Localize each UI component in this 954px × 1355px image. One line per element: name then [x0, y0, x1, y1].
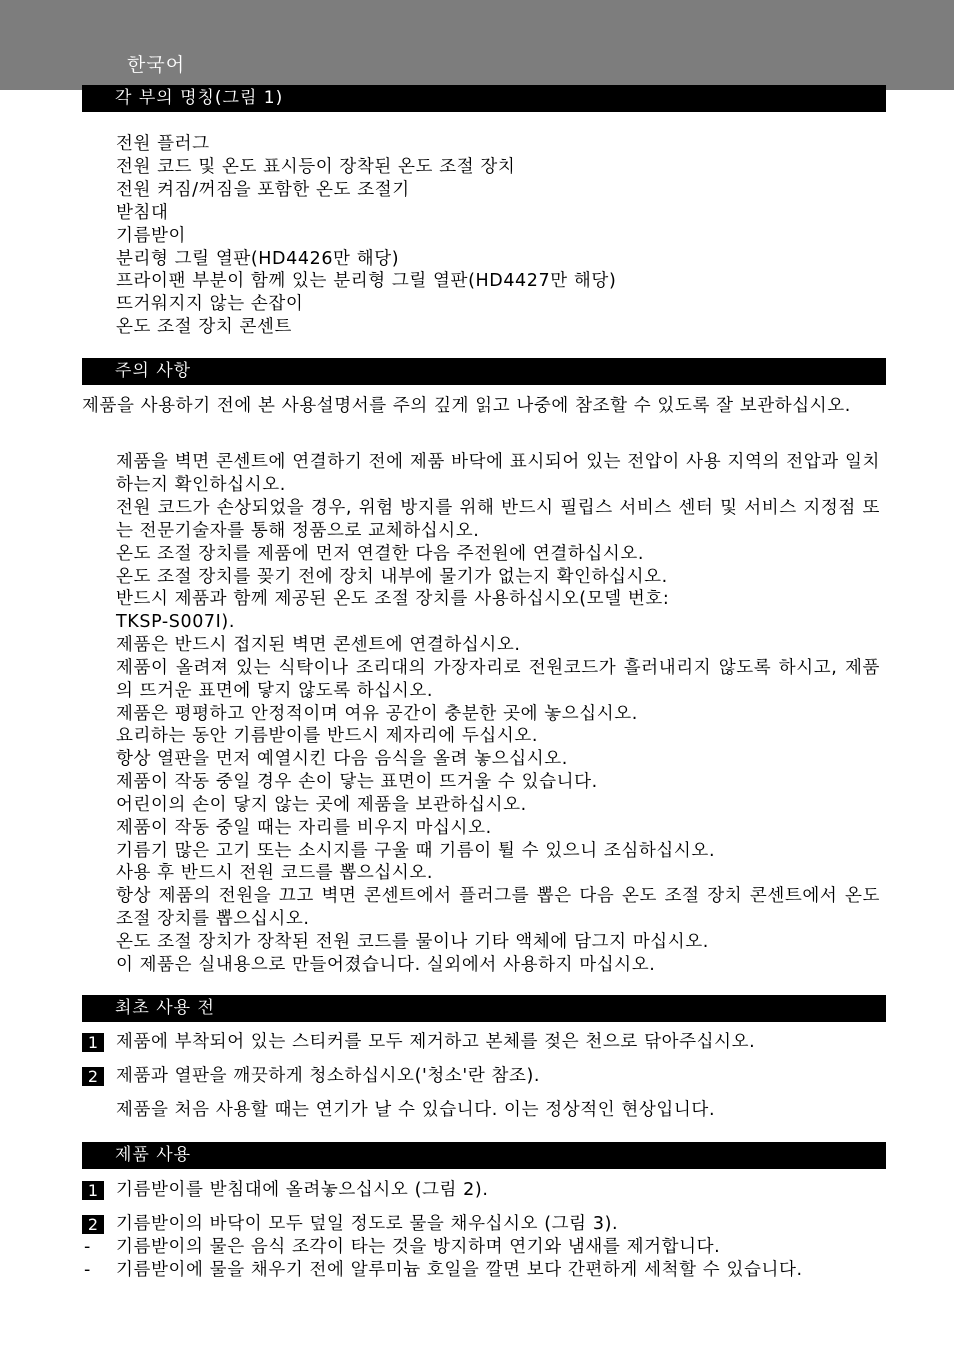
caution-item: 온도 조절 장치를 꽂기 전에 장치 내부에 물기가 없는지 확인하십시오.: [116, 567, 668, 587]
bullet-text: 기름받이의 물은 음식 조각이 타는 것을 방지하며 연기와 냄새를 제거합니다.: [116, 1237, 721, 1257]
step-text: 제품에 부착되어 있는 스티커를 모두 제거하고 본체를 젖은 천으로 닦아주십시오.: [116, 1032, 756, 1052]
step-number: 2: [82, 1067, 104, 1086]
caution-item: 항상 제품의 전원을 끄고 벽면 콘센트에서 플러그를 뽑은 다음 온도 조절 장치 콘센트에서 온도 조절 장치를 뽑으십시오.: [116, 886, 880, 929]
bullet-text: 기름받이에 물을 채우기 전에 알루미늄 호일을 깔면 보다 간편하게 세척할 수 있습니다.: [116, 1260, 803, 1280]
caution-item: 이 제품은 실내용으로 만들어졌습니다. 실외에서 사용하지 마십시오.: [116, 955, 656, 975]
section-header-before-first-use: 최초 사용 전: [82, 995, 886, 1022]
parts-item: 뜨거워지지 않는 손잡이: [116, 294, 304, 314]
caution-item: 반드시 제품과 함께 제공된 온도 조절 장치를 사용하십시오(모델 번호:: [116, 589, 670, 609]
caution-intro: 제품을 사용하기 전에 본 사용설명서를 주의 깊게 읽고 나중에 참조할 수 있도록 잘 보관하십시오.: [82, 396, 851, 416]
section-header-parts: 각 부의 명칭(그림 1): [82, 85, 886, 112]
bullet-marker: -: [84, 1237, 91, 1257]
caution-item-model: TKSP-S007I).: [116, 612, 236, 632]
caution-item: 어린이의 손이 닿지 않는 곳에 제품을 보관하십시오.: [116, 795, 527, 815]
caution-item: 제품이 작동 중일 때는 자리를 비우지 마십시오.: [116, 818, 492, 838]
caution-item: 온도 조절 장치가 장착된 전원 코드를 물이나 기타 액체에 담그지 마십시오.: [116, 932, 709, 952]
step-text: 기름받이를 받침대에 올려놓으십시오 (그림 2).: [116, 1180, 489, 1200]
parts-item: 받침대: [116, 203, 169, 223]
bullet-marker: -: [84, 1260, 91, 1280]
step-text: 제품과 열판을 깨끗하게 청소하십시오('청소'란 참조).: [116, 1066, 541, 1086]
caution-item: 항상 열판을 먼저 예열시킨 다음 음식을 올려 놓으십시오.: [116, 749, 568, 769]
parts-item: 전원 코드 및 온도 표시등이 장착된 온도 조절 장치: [116, 157, 516, 177]
caution-item: 사용 후 반드시 전원 코드를 뽑으십시오.: [116, 863, 434, 883]
first-use-note: 제품을 처음 사용할 때는 연기가 날 수 있습니다. 이는 정상적인 현상입니다.: [116, 1100, 716, 1120]
caution-item: 제품을 벽면 콘센트에 연결하기 전에 제품 바닥에 표시되어 있는 전압이 사용 지역의 전압과 일치하는지 확인하십시오.: [116, 452, 880, 495]
header-band: [0, 0, 954, 90]
caution-item: 온도 조절 장치를 제품에 먼저 연결한 다음 주전원에 연결하십시오.: [116, 544, 645, 564]
parts-item: 전원 켜짐/꺼짐을 포함한 온도 조절기: [116, 180, 410, 200]
caution-item: 제품이 올려져 있는 식탁이나 조리대의 가장자리로 전원코드가 흘러내리지 않도록 하시고, 제품의 뜨거운 표면에 닿지 않도록 하십시오.: [116, 658, 880, 701]
section-header-using: 제품 사용: [82, 1142, 886, 1169]
caution-item: 제품이 작동 중일 경우 손이 닿는 표면이 뜨거울 수 있습니다.: [116, 772, 598, 792]
caution-item: 제품은 평평하고 안정적이며 여유 공간이 충분한 곳에 놓으십시오.: [116, 704, 638, 724]
caution-item: 제품은 반드시 접지된 벽면 콘센트에 연결하십시오.: [116, 635, 521, 655]
caution-item: 기름기 많은 고기 또는 소시지를 구울 때 기름이 튈 수 있으니 조심하십시오.: [116, 841, 716, 861]
parts-item: 프라이팬 부분이 함께 있는 분리형 그릴 열판(HD4427만 해당): [116, 271, 617, 291]
parts-item: 분리형 그릴 열판(HD4426만 해당): [116, 249, 400, 269]
step-number: 1: [82, 1033, 104, 1052]
language-label: 한국어: [127, 54, 186, 76]
section-header-caution: 주의 사항: [82, 358, 886, 385]
parts-item: 온도 조절 장치 콘센트: [116, 317, 293, 337]
parts-item: 전원 플러그: [116, 134, 210, 154]
caution-item: 전원 코드가 손상되었을 경우, 위험 방지를 위해 반드시 필립스 서비스 센터 및 서비스 지정점 또는 전문기술자를 통해 정품으로 교체하십시오.: [116, 498, 880, 541]
caution-item: 요리하는 동안 기름받이를 반드시 제자리에 두십시오.: [116, 726, 539, 746]
parts-item: 기름받이: [116, 226, 187, 246]
step-number: 2: [82, 1215, 104, 1234]
step-number: 1: [82, 1181, 104, 1200]
step-text: 기름받이의 바닥이 모두 덮일 정도로 물을 채우십시오 (그림 3).: [116, 1214, 619, 1234]
